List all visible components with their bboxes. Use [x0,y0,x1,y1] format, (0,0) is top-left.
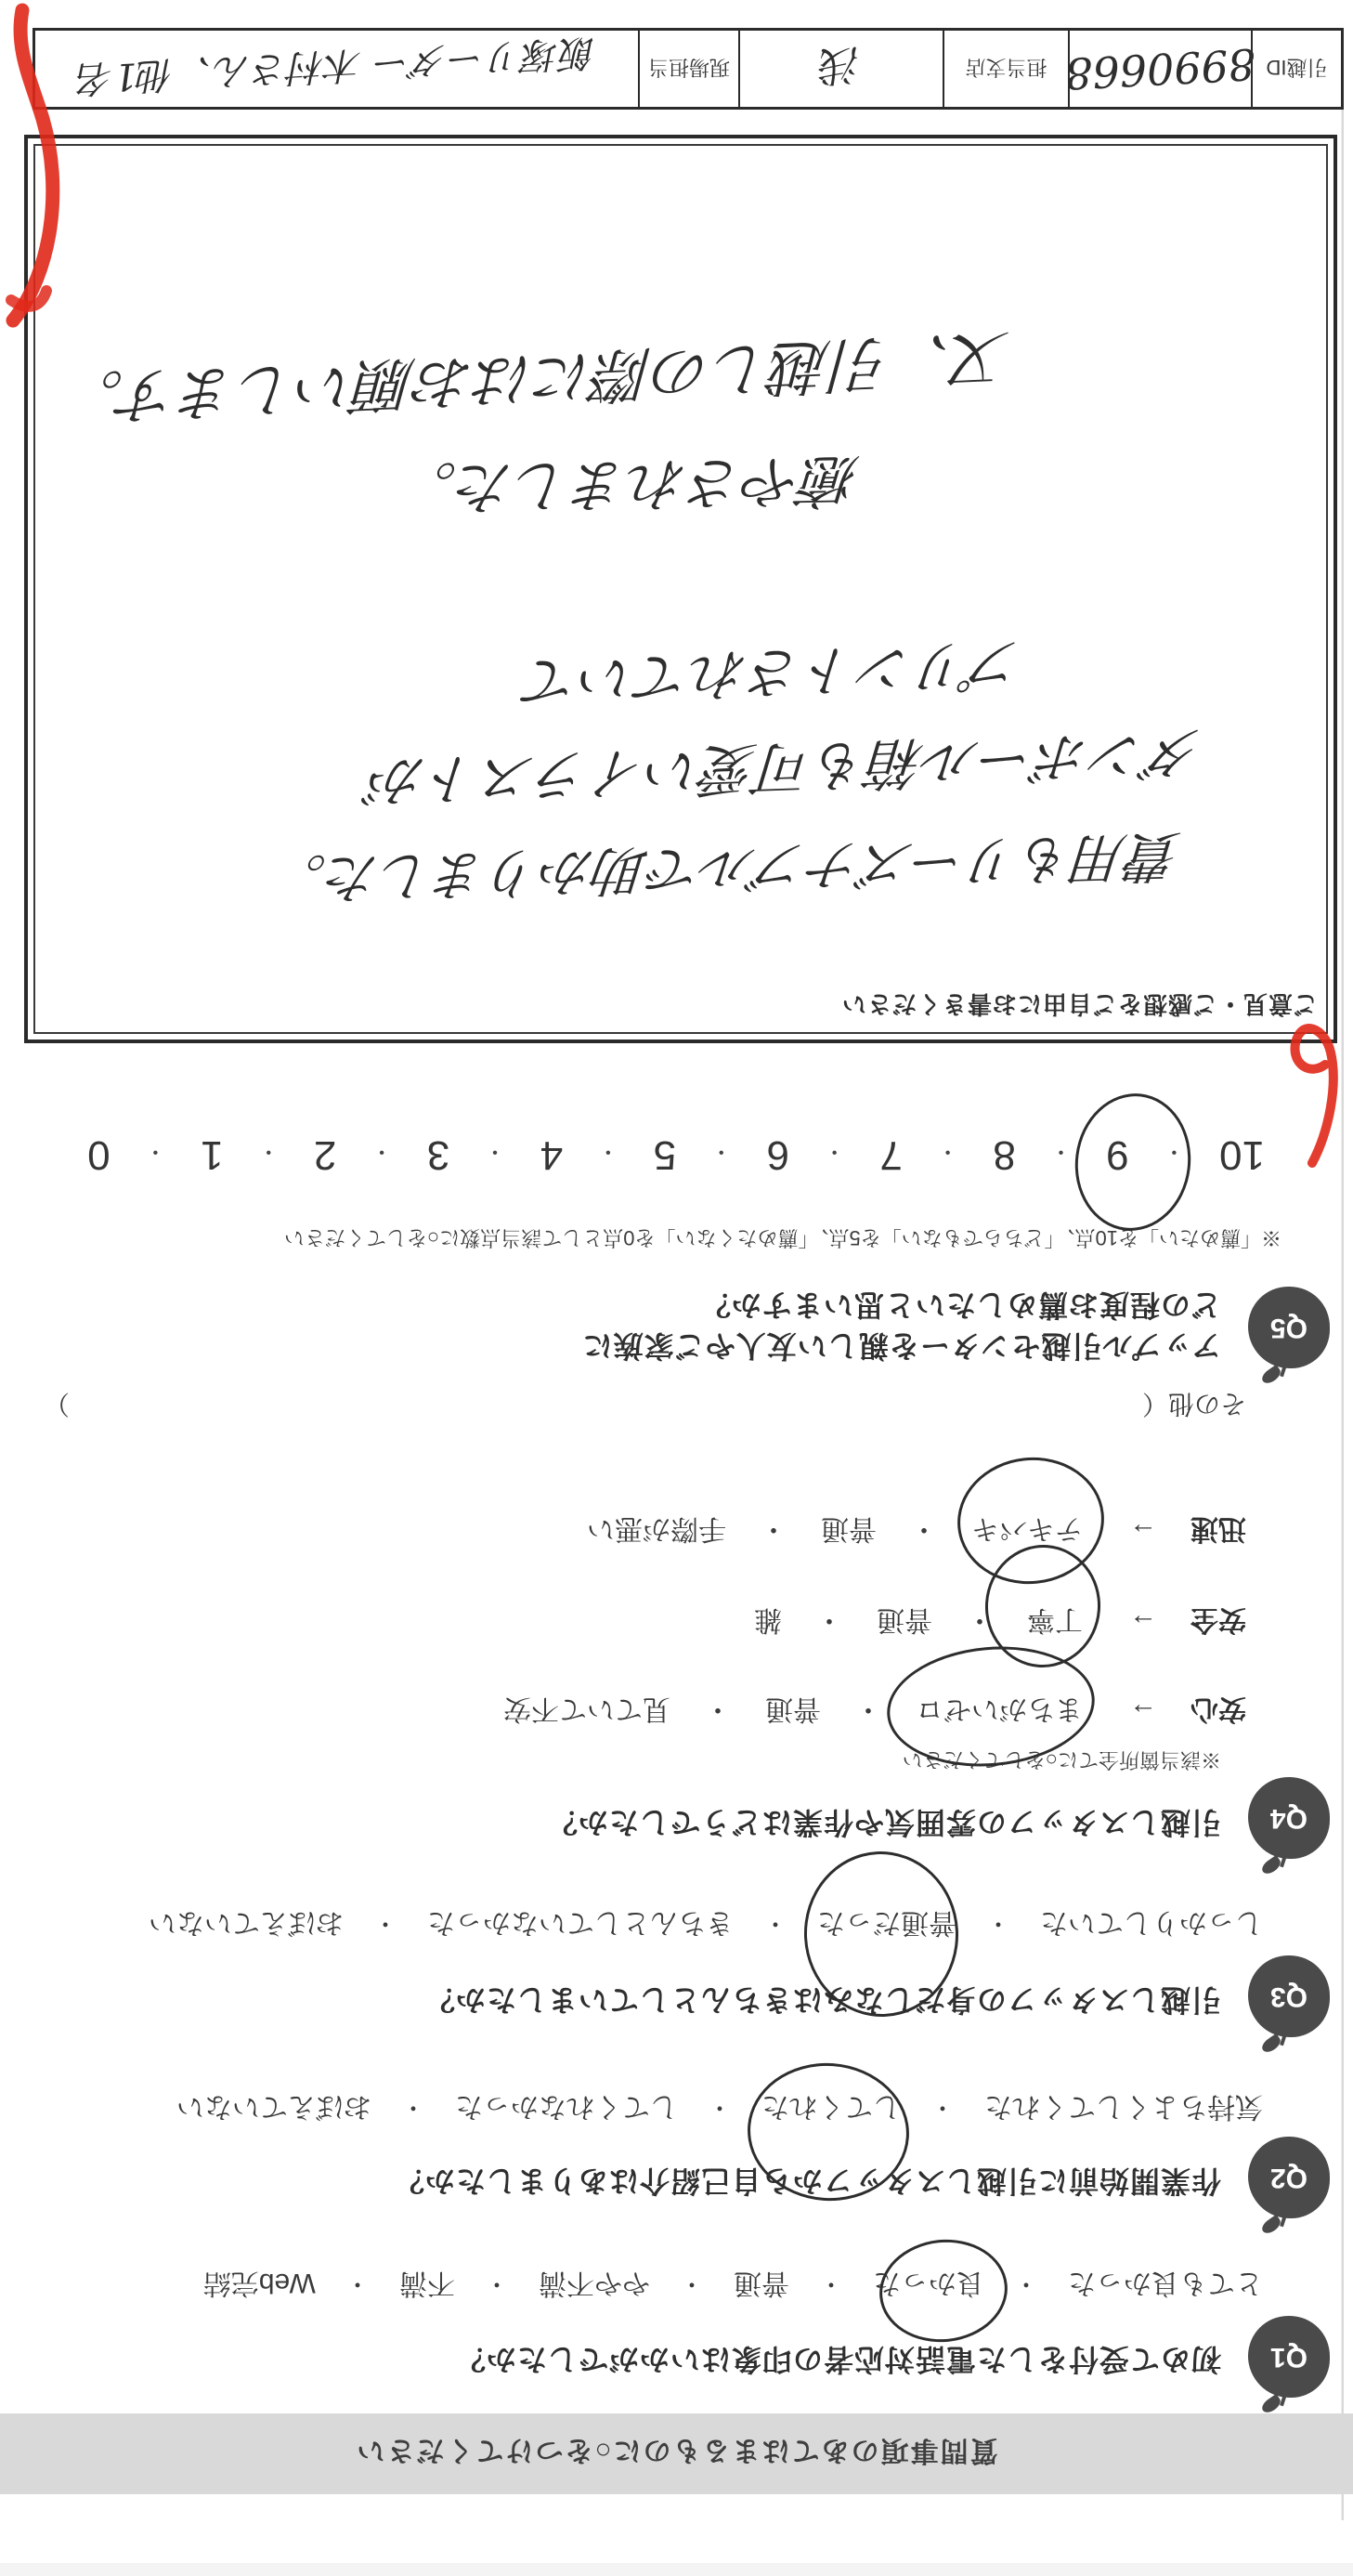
option-q1-normal[interactable]: 普通 [733,2268,789,2298]
q5-title-line2: どの程度お薦めしたいと思いますか？ [699,1288,1221,1322]
handwritten-line-3: プリントされていて [522,630,1025,713]
option-q4-jinsoku-normal[interactable]: 普通 [821,1513,877,1544]
q1-badge [1248,2316,1330,2398]
option-separator: ・ [760,1513,787,1544]
table-cell-id-value [1063,31,1257,107]
staff-id-table [33,28,1344,110]
scale-7[interactable]: 7 [879,1132,903,1178]
q4-row-label: 迅速 [1190,1513,1246,1544]
q4-other-row [1142,1387,1246,1424]
q3-badge-label: Q3 [1269,1981,1308,2012]
option-separator: ・ [345,2270,370,2299]
scan-edge-strip [0,2563,1353,2576]
instruction-band [0,2413,1353,2494]
option-separator: ・ [762,1910,787,1939]
option-q4-anzen-rough[interactable]: 雑 [754,1604,782,1635]
option-q4-anzen-careful[interactable]: 丁寧 [1027,1604,1083,1635]
scale-dot: ・ [596,1139,619,1165]
option-q3-not-neat[interactable]: きちんとしていなかった [426,1907,734,1938]
option-separator: ・ [966,1604,994,1635]
arrow-icon: → [1129,1697,1157,1728]
option-q2-pleasant[interactable]: 気持ちよくしてくれた [984,2091,1263,2122]
scale-9[interactable]: 9 [1106,1132,1129,1178]
option-q1-very-good[interactable]: とても良かった [1068,2268,1263,2298]
option-separator: ・ [679,2270,704,2299]
handwritten-line-1: 費用もリーズナブルで助かりました。 [269,824,1184,911]
option-separator: ・ [372,1910,397,1939]
q4-row-label: 安全 [1190,1604,1246,1635]
option-separator: ・ [1013,2270,1038,2299]
option-q1-bad[interactable]: 不満 [398,2268,455,2298]
q4-badge [1248,1777,1330,1859]
q5-badge [1248,1287,1330,1368]
branch-label: 担当支店 [965,56,1047,80]
scale-10[interactable]: 10 [1219,1132,1265,1178]
option-separator: ・ [985,1910,1010,1939]
scale-dot: ・ [144,1139,167,1165]
scale-dot: ・ [257,1139,280,1165]
option-separator: ・ [910,1513,938,1544]
q4-other-close: ） [43,1390,70,1419]
pen-circle-q1 [872,2233,1013,2348]
pen-circle-score-9 [1067,1087,1198,1237]
q3-title: 引越しスタッフの身だしなみはきちんとしていましたか？ [423,1983,1221,2017]
handwritten-line-2: ダンボール箱も可愛いイラストが [368,719,1204,814]
scale-dot: ・ [371,1139,394,1165]
red-pen-mark-check [1281,1001,1347,1169]
q3-options [149,1905,1263,1946]
option-q2-dont-remember[interactable]: おぼえていない [176,2091,371,2122]
handwritten-move-id: 8990668 [1063,38,1257,99]
instruction-text: 質問事項のあてはまるものに○をつけてください [355,2435,998,2466]
staff-label: 現場担当 [648,56,731,80]
option-q4-jinsoku-quick[interactable]: テキパキ [971,1513,1083,1544]
option-separator: ・ [815,1604,843,1635]
option-q4-anshin-uneasy[interactable]: 見ていて不安 [503,1693,670,1724]
option-q1-good[interactable]: 良かった [872,2268,984,2298]
arrow-icon: → [1129,1608,1157,1639]
q4-badge-label: Q4 [1269,1803,1308,1834]
q5-note: ※「薦めたい」を10点、「どちらでもない」を5点、「薦めたくない」を0点として該当点数に○をしてください [283,1226,1281,1249]
scale-dot: ・ [484,1139,506,1165]
option-q3-normal[interactable]: 普通だった [816,1907,956,1938]
option-q4-anshin-normal[interactable]: 普通 [765,1693,821,1724]
q1-title: 初めて受付をした電話対応者の印象はいかがでしたか？ [454,2343,1221,2376]
option-q2-did[interactable]: してくれた [761,2091,901,2122]
option-q4-anshin-zero[interactable]: まちがいゼロ [916,1693,1083,1724]
comment-box-label: ご意見・ご感想をご自由にお書きください [840,990,1318,1018]
scale-1[interactable]: 1 [201,1132,224,1178]
q1-badge-label: Q1 [1269,2342,1308,2373]
scale-0[interactable]: 0 [87,1132,111,1178]
q4-row-jinsoku [587,1511,1246,1552]
option-q1-web[interactable]: Web完結 [202,2268,316,2298]
red-pen-mark-corner [4,1,69,328]
q5-badge-label: Q5 [1269,1313,1308,1343]
option-separator: ・ [854,1693,882,1724]
handwritten-line-4: 癒やされました。 [397,446,862,523]
scale-dot: ・ [936,1139,959,1165]
q4-other-label: その他（ [1141,1390,1246,1419]
q4-note: ※該当箇所全てに○をしてください [902,1748,1221,1772]
scale-dot: ・ [709,1139,733,1165]
table-cell-branch-value [740,31,944,107]
q3-badge [1248,1955,1330,2037]
scale-4[interactable]: 4 [540,1132,564,1178]
table-cell-id-label [1253,31,1341,107]
handwritten-branch: 浅 [818,39,864,90]
q2-badge-label: Q2 [1269,2163,1308,2193]
option-q3-dont-remember[interactable]: おぼえていない [148,1907,344,1938]
option-q3-neat[interactable]: しっかりしていた [1040,1907,1263,1938]
scale-3[interactable]: 3 [426,1132,450,1178]
option-separator: ・ [400,2094,425,2123]
scale-dot: ・ [823,1139,846,1165]
scale-dot: ・ [1049,1139,1073,1165]
handwritten-line-5: 又、引越しの際にはお願いします。 [62,321,1010,433]
table-cell-branch-label [944,31,1070,107]
scale-2[interactable]: 2 [313,1132,337,1178]
q2-options [176,2089,1263,2130]
option-separator: ・ [484,2270,509,2299]
table-cell-staff-value [35,31,640,107]
option-separator: ・ [930,2094,955,2123]
option-q4-anzen-normal[interactable]: 普通 [877,1604,932,1635]
scale-dot: ・ [1163,1139,1186,1165]
scale-8[interactable]: 8 [993,1132,1016,1178]
q4-row-anshin [503,1692,1246,1733]
table-cell-staff-label [640,31,740,107]
option-q1-somewhat-bad[interactable]: やや不満 [538,2268,650,2298]
handwritten-staff-names: 飯塚リーダー 木村さん、他1名 [75,30,598,101]
q4-row-label: 安心 [1190,1693,1246,1724]
option-q4-jinsoku-clumsy[interactable]: 手際が悪い [587,1513,726,1544]
option-q2-did-not[interactable]: してくれなかった [454,2091,678,2122]
scale-6[interactable]: 6 [766,1132,789,1178]
scale-5[interactable]: 5 [653,1132,677,1178]
arrow-icon: → [1129,1517,1157,1548]
q2-title: 作業開始前に引越しスタッフから自己紹介はありましたか？ [393,2164,1221,2198]
option-separator: ・ [818,2270,843,2299]
option-separator: ・ [707,2094,732,2123]
q5-title-line1: アップル引越センターを親しい友人やご家族に [581,1329,1221,1363]
page-edge-line [1341,68,1344,2520]
option-separator: ・ [704,1693,732,1724]
id-label: 引越ID [1266,56,1328,80]
q1-options [203,2266,1263,2307]
q4-title: 引越しスタッフの雰囲気や作業はどうでしたか？ [546,1806,1221,1839]
q2-badge [1248,2137,1330,2218]
q5-title [582,1285,1221,1366]
